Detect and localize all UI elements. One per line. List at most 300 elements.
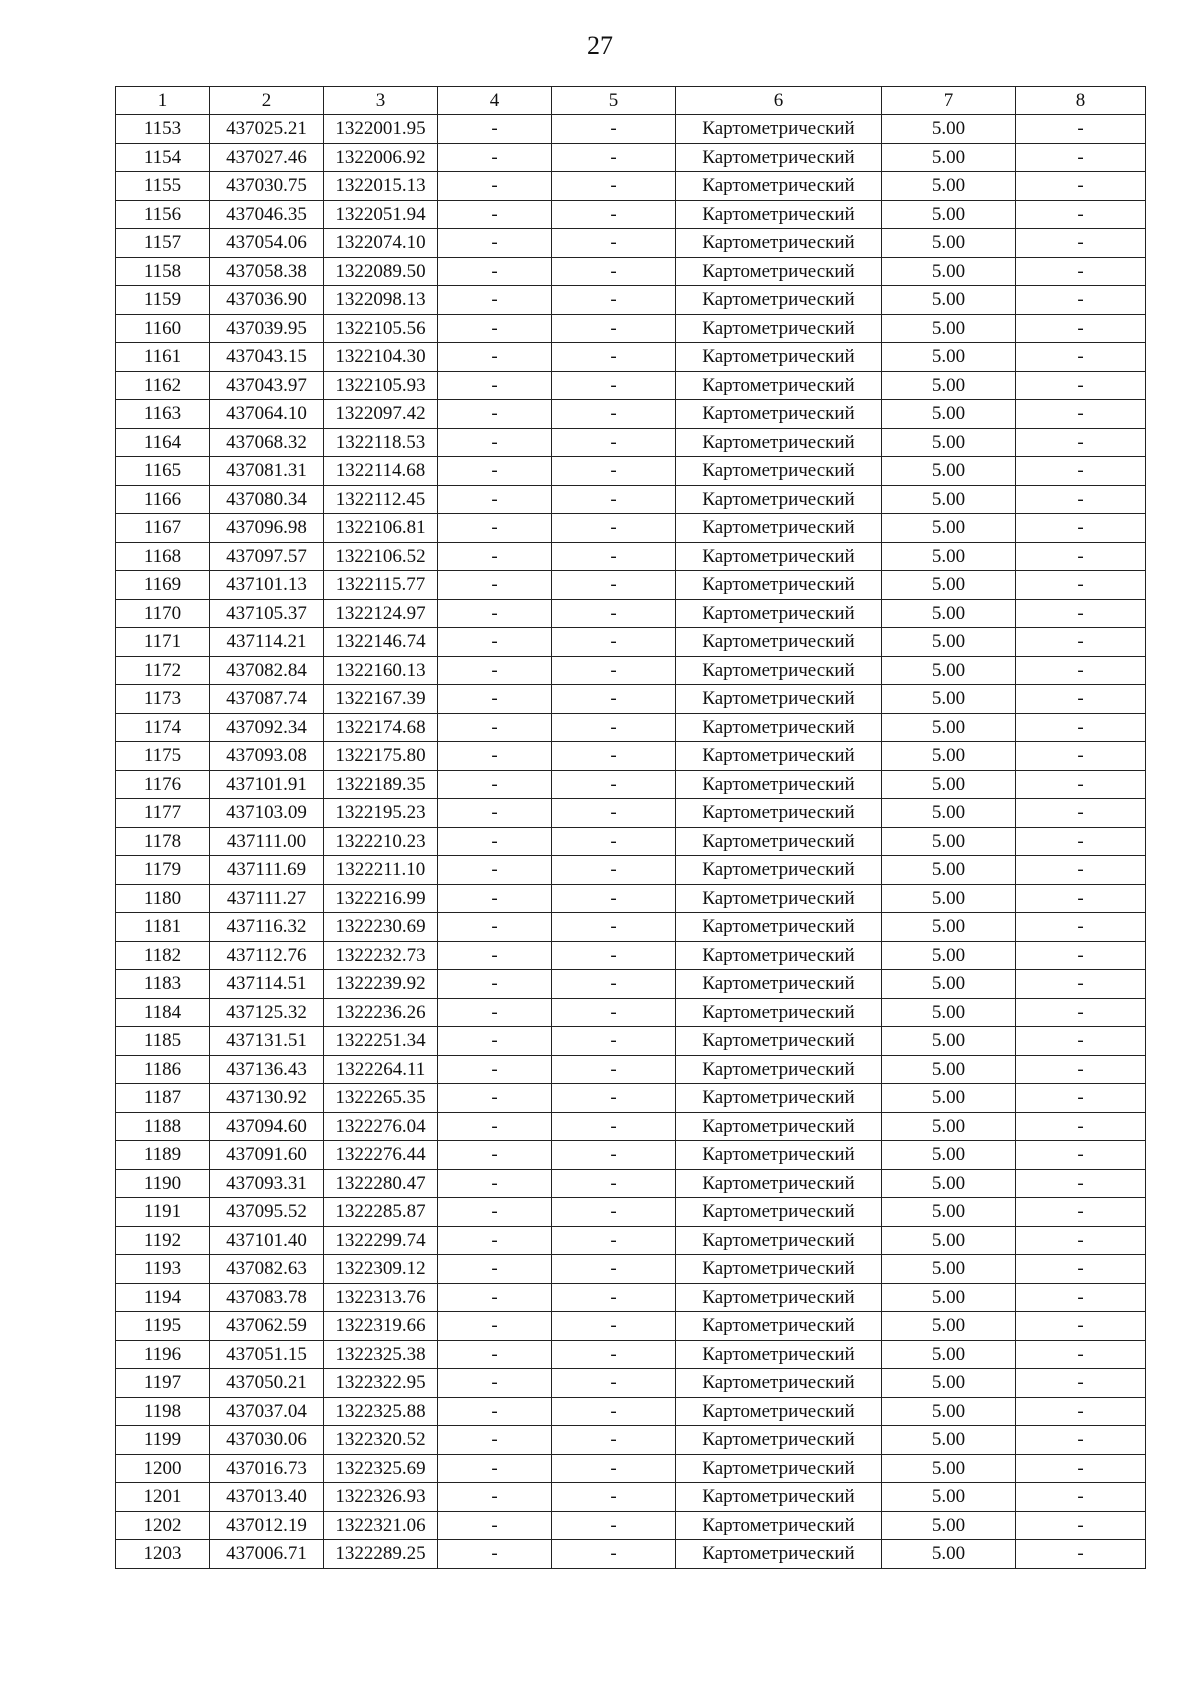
col-5-value-cell: - (552, 1027, 676, 1056)
col-5-value-cell: - (552, 970, 676, 999)
y-coordinate-cell: 1322105.93 (324, 371, 438, 400)
col-4-value-cell: - (438, 1226, 552, 1255)
col-8-value-cell: - (1016, 428, 1146, 457)
table-row (116, 286, 1146, 315)
column-header-1: 1 (116, 87, 210, 115)
y-coordinate-cell: 1322001.95 (324, 115, 438, 144)
point-number-cell: 1189 (116, 1141, 210, 1170)
method-cell: Картометрический (676, 1027, 882, 1056)
x-coordinate-cell: 437101.13 (210, 571, 324, 600)
x-coordinate-cell: 437016.73 (210, 1454, 324, 1483)
x-coordinate-cell: 437096.98 (210, 514, 324, 543)
point-number-cell: 1174 (116, 713, 210, 742)
col-4-value-cell: - (438, 1369, 552, 1398)
table-row (116, 1084, 1146, 1113)
accuracy-cell: 5.00 (882, 685, 1016, 714)
col-8-value-cell: - (1016, 970, 1146, 999)
col-5-value-cell: - (552, 286, 676, 315)
point-number-cell: 1181 (116, 913, 210, 942)
y-coordinate-cell: 1322251.34 (324, 1027, 438, 1056)
table-row (116, 713, 1146, 742)
table-row (116, 428, 1146, 457)
col-5-value-cell: - (552, 1055, 676, 1084)
col-5-value-cell: - (552, 998, 676, 1027)
accuracy-cell: 5.00 (882, 1084, 1016, 1113)
col-8-value-cell: - (1016, 1226, 1146, 1255)
y-coordinate-cell: 1322232.73 (324, 941, 438, 970)
accuracy-cell: 5.00 (882, 172, 1016, 201)
col-5-value-cell: - (552, 1226, 676, 1255)
method-cell: Картометрический (676, 1255, 882, 1284)
y-coordinate-cell: 1322114.68 (324, 457, 438, 486)
accuracy-cell: 5.00 (882, 1454, 1016, 1483)
col-8-value-cell: - (1016, 457, 1146, 486)
col-8-value-cell: - (1016, 314, 1146, 343)
col-5-value-cell: - (552, 143, 676, 172)
method-cell: Картометрический (676, 913, 882, 942)
x-coordinate-cell: 437093.31 (210, 1169, 324, 1198)
point-number-cell: 1170 (116, 599, 210, 628)
x-coordinate-cell: 437111.27 (210, 884, 324, 913)
y-coordinate-cell: 1322309.12 (324, 1255, 438, 1284)
col-5-value-cell: - (552, 599, 676, 628)
point-number-cell: 1200 (116, 1454, 210, 1483)
table-row (116, 913, 1146, 942)
point-number-cell: 1166 (116, 485, 210, 514)
y-coordinate-cell: 1322276.44 (324, 1141, 438, 1170)
col-8-value-cell: - (1016, 1141, 1146, 1170)
x-coordinate-cell: 437111.00 (210, 827, 324, 856)
col-8-value-cell: - (1016, 1055, 1146, 1084)
x-coordinate-cell: 437062.59 (210, 1312, 324, 1341)
point-number-cell: 1188 (116, 1112, 210, 1141)
col-4-value-cell: - (438, 1084, 552, 1113)
y-coordinate-cell: 1322174.68 (324, 713, 438, 742)
accuracy-cell: 5.00 (882, 1426, 1016, 1455)
col-4-value-cell: - (438, 571, 552, 600)
y-coordinate-cell: 1322195.23 (324, 799, 438, 828)
col-8-value-cell: - (1016, 1255, 1146, 1284)
point-number-cell: 1190 (116, 1169, 210, 1198)
accuracy-cell: 5.00 (882, 713, 1016, 742)
point-number-cell: 1154 (116, 143, 210, 172)
col-4-value-cell: - (438, 941, 552, 970)
y-coordinate-cell: 1322089.50 (324, 257, 438, 286)
method-cell: Картометрический (676, 1340, 882, 1369)
accuracy-cell: 5.00 (882, 257, 1016, 286)
method-cell: Картометрический (676, 400, 882, 429)
point-number-cell: 1199 (116, 1426, 210, 1455)
col-4-value-cell: - (438, 1426, 552, 1455)
table-row (116, 485, 1146, 514)
col-5-value-cell: - (552, 1511, 676, 1540)
x-coordinate-cell: 437064.10 (210, 400, 324, 429)
col-5-value-cell: - (552, 1283, 676, 1312)
x-coordinate-cell: 437037.04 (210, 1397, 324, 1426)
col-8-value-cell: - (1016, 713, 1146, 742)
col-8-value-cell: - (1016, 1426, 1146, 1455)
y-coordinate-cell: 1322210.23 (324, 827, 438, 856)
table-row (116, 1055, 1146, 1084)
method-cell: Картометрический (676, 172, 882, 201)
table-row (116, 941, 1146, 970)
accuracy-cell: 5.00 (882, 1112, 1016, 1141)
col-4-value-cell: - (438, 599, 552, 628)
col-8-value-cell: - (1016, 1283, 1146, 1312)
point-number-cell: 1187 (116, 1084, 210, 1113)
accuracy-cell: 5.00 (882, 343, 1016, 372)
y-coordinate-cell: 1322074.10 (324, 229, 438, 258)
point-number-cell: 1155 (116, 172, 210, 201)
method-cell: Картометрический (676, 1511, 882, 1540)
col-5-value-cell: - (552, 314, 676, 343)
y-coordinate-cell: 1322239.92 (324, 970, 438, 999)
x-coordinate-cell: 437094.60 (210, 1112, 324, 1141)
table-row (116, 1397, 1146, 1426)
x-coordinate-cell: 437083.78 (210, 1283, 324, 1312)
accuracy-cell: 5.00 (882, 1055, 1016, 1084)
col-4-value-cell: - (438, 1454, 552, 1483)
col-8-value-cell: - (1016, 571, 1146, 600)
point-number-cell: 1167 (116, 514, 210, 543)
method-cell: Картометрический (676, 1540, 882, 1569)
table-row (116, 457, 1146, 486)
accuracy-cell: 5.00 (882, 599, 1016, 628)
method-cell: Картометрический (676, 200, 882, 229)
col-4-value-cell: - (438, 685, 552, 714)
table-row (116, 229, 1146, 258)
y-coordinate-cell: 1322098.13 (324, 286, 438, 315)
col-4-value-cell: - (438, 371, 552, 400)
x-coordinate-cell: 437101.40 (210, 1226, 324, 1255)
accuracy-cell: 5.00 (882, 229, 1016, 258)
y-coordinate-cell: 1322189.35 (324, 770, 438, 799)
point-number-cell: 1180 (116, 884, 210, 913)
col-8-value-cell: - (1016, 1312, 1146, 1341)
col-4-value-cell: - (438, 542, 552, 571)
table-row (116, 1540, 1146, 1569)
column-header-7: 7 (882, 87, 1016, 115)
table-row (116, 656, 1146, 685)
accuracy-cell: 5.00 (882, 115, 1016, 144)
y-coordinate-cell: 1322320.52 (324, 1426, 438, 1455)
accuracy-cell: 5.00 (882, 1397, 1016, 1426)
table-row (116, 314, 1146, 343)
x-coordinate-cell: 437012.19 (210, 1511, 324, 1540)
col-5-value-cell: - (552, 628, 676, 657)
method-cell: Картометрический (676, 656, 882, 685)
accuracy-cell: 5.00 (882, 485, 1016, 514)
table-row (116, 1454, 1146, 1483)
x-coordinate-cell: 437013.40 (210, 1483, 324, 1512)
x-coordinate-cell: 437030.06 (210, 1426, 324, 1455)
x-coordinate-cell: 437101.91 (210, 770, 324, 799)
table-row (116, 1312, 1146, 1341)
col-5-value-cell: - (552, 1312, 676, 1341)
col-4-value-cell: - (438, 286, 552, 315)
point-number-cell: 1162 (116, 371, 210, 400)
col-8-value-cell: - (1016, 1084, 1146, 1113)
accuracy-cell: 5.00 (882, 856, 1016, 885)
x-coordinate-cell: 437112.76 (210, 941, 324, 970)
col-8-value-cell: - (1016, 913, 1146, 942)
x-coordinate-cell: 437081.31 (210, 457, 324, 486)
y-coordinate-cell: 1322106.52 (324, 542, 438, 571)
accuracy-cell: 5.00 (882, 1340, 1016, 1369)
table-row (116, 1340, 1146, 1369)
table-row (116, 998, 1146, 1027)
y-coordinate-cell: 1322289.25 (324, 1540, 438, 1569)
point-number-cell: 1196 (116, 1340, 210, 1369)
col-4-value-cell: - (438, 514, 552, 543)
x-coordinate-cell: 437036.90 (210, 286, 324, 315)
x-coordinate-cell: 437116.32 (210, 913, 324, 942)
y-coordinate-cell: 1322325.88 (324, 1397, 438, 1426)
point-number-cell: 1168 (116, 542, 210, 571)
col-8-value-cell: - (1016, 286, 1146, 315)
y-coordinate-cell: 1322322.95 (324, 1369, 438, 1398)
accuracy-cell: 5.00 (882, 400, 1016, 429)
col-8-value-cell: - (1016, 1340, 1146, 1369)
accuracy-cell: 5.00 (882, 628, 1016, 657)
table-row (116, 257, 1146, 286)
accuracy-cell: 5.00 (882, 514, 1016, 543)
col-4-value-cell: - (438, 1255, 552, 1284)
column-header-8: 8 (1016, 87, 1146, 115)
y-coordinate-cell: 1322211.10 (324, 856, 438, 885)
col-4-value-cell: - (438, 770, 552, 799)
point-number-cell: 1192 (116, 1226, 210, 1255)
accuracy-cell: 5.00 (882, 314, 1016, 343)
col-5-value-cell: - (552, 400, 676, 429)
col-4-value-cell: - (438, 656, 552, 685)
x-coordinate-cell: 437136.43 (210, 1055, 324, 1084)
accuracy-cell: 5.00 (882, 770, 1016, 799)
col-5-value-cell: - (552, 1540, 676, 1569)
table-row (116, 1283, 1146, 1312)
x-coordinate-cell: 437093.08 (210, 742, 324, 771)
table-row (116, 1426, 1146, 1455)
method-cell: Картометрический (676, 941, 882, 970)
col-8-value-cell: - (1016, 742, 1146, 771)
col-4-value-cell: - (438, 1027, 552, 1056)
point-number-cell: 1202 (116, 1511, 210, 1540)
point-number-cell: 1156 (116, 200, 210, 229)
col-8-value-cell: - (1016, 514, 1146, 543)
col-4-value-cell: - (438, 1169, 552, 1198)
y-coordinate-cell: 1322325.38 (324, 1340, 438, 1369)
column-header-5: 5 (552, 87, 676, 115)
accuracy-cell: 5.00 (882, 913, 1016, 942)
col-4-value-cell: - (438, 827, 552, 856)
method-cell: Картометрический (676, 628, 882, 657)
col-4-value-cell: - (438, 1055, 552, 1084)
method-cell: Картометрический (676, 1426, 882, 1455)
point-number-cell: 1203 (116, 1540, 210, 1569)
col-5-value-cell: - (552, 1397, 676, 1426)
col-5-value-cell: - (552, 343, 676, 372)
x-coordinate-cell: 437027.46 (210, 143, 324, 172)
point-number-cell: 1194 (116, 1283, 210, 1312)
accuracy-cell: 5.00 (882, 1312, 1016, 1341)
accuracy-cell: 5.00 (882, 1369, 1016, 1398)
method-cell: Картометрический (676, 1483, 882, 1512)
x-coordinate-cell: 437095.52 (210, 1198, 324, 1227)
table-row (116, 884, 1146, 913)
col-8-value-cell: - (1016, 1369, 1146, 1398)
col-8-value-cell: - (1016, 1397, 1146, 1426)
method-cell: Картометрический (676, 770, 882, 799)
column-header-4: 4 (438, 87, 552, 115)
accuracy-cell: 5.00 (882, 542, 1016, 571)
y-coordinate-cell: 1322112.45 (324, 485, 438, 514)
method-cell: Картометрический (676, 1369, 882, 1398)
x-coordinate-cell: 437054.06 (210, 229, 324, 258)
point-number-cell: 1164 (116, 428, 210, 457)
point-number-cell: 1175 (116, 742, 210, 771)
y-coordinate-cell: 1322175.80 (324, 742, 438, 771)
col-5-value-cell: - (552, 1454, 676, 1483)
col-5-value-cell: - (552, 742, 676, 771)
y-coordinate-cell: 1322106.81 (324, 514, 438, 543)
table-header-row (116, 87, 1146, 115)
accuracy-cell: 5.00 (882, 1027, 1016, 1056)
x-coordinate-cell: 437105.37 (210, 599, 324, 628)
method-cell: Картометрический (676, 257, 882, 286)
table-row (116, 343, 1146, 372)
point-number-cell: 1163 (116, 400, 210, 429)
method-cell: Картометрический (676, 599, 882, 628)
y-coordinate-cell: 1322321.06 (324, 1511, 438, 1540)
y-coordinate-cell: 1322118.53 (324, 428, 438, 457)
point-number-cell: 1177 (116, 799, 210, 828)
col-5-value-cell: - (552, 1169, 676, 1198)
accuracy-cell: 5.00 (882, 1540, 1016, 1569)
col-5-value-cell: - (552, 542, 676, 571)
col-8-value-cell: - (1016, 628, 1146, 657)
col-5-value-cell: - (552, 941, 676, 970)
method-cell: Картометрический (676, 856, 882, 885)
point-number-cell: 1165 (116, 457, 210, 486)
col-5-value-cell: - (552, 1340, 676, 1369)
col-5-value-cell: - (552, 913, 676, 942)
accuracy-cell: 5.00 (882, 827, 1016, 856)
accuracy-cell: 5.00 (882, 656, 1016, 685)
point-number-cell: 1176 (116, 770, 210, 799)
col-4-value-cell: - (438, 1397, 552, 1426)
accuracy-cell: 5.00 (882, 1198, 1016, 1227)
col-8-value-cell: - (1016, 143, 1146, 172)
accuracy-cell: 5.00 (882, 1169, 1016, 1198)
col-8-value-cell: - (1016, 343, 1146, 372)
y-coordinate-cell: 1322264.11 (324, 1055, 438, 1084)
col-8-value-cell: - (1016, 599, 1146, 628)
x-coordinate-cell: 437114.21 (210, 628, 324, 657)
method-cell: Картометрический (676, 1112, 882, 1141)
point-number-cell: 1201 (116, 1483, 210, 1512)
col-8-value-cell: - (1016, 799, 1146, 828)
x-coordinate-cell: 437111.69 (210, 856, 324, 885)
method-cell: Картометрический (676, 1084, 882, 1113)
col-5-value-cell: - (552, 1141, 676, 1170)
accuracy-cell: 5.00 (882, 428, 1016, 457)
table-row (116, 514, 1146, 543)
x-coordinate-cell: 437125.32 (210, 998, 324, 1027)
col-4-value-cell: - (438, 314, 552, 343)
method-cell: Картометрический (676, 428, 882, 457)
col-5-value-cell: - (552, 770, 676, 799)
accuracy-cell: 5.00 (882, 1511, 1016, 1540)
method-cell: Картометрический (676, 685, 882, 714)
col-8-value-cell: - (1016, 656, 1146, 685)
accuracy-cell: 5.00 (882, 742, 1016, 771)
method-cell: Картометрический (676, 571, 882, 600)
y-coordinate-cell: 1322146.74 (324, 628, 438, 657)
col-4-value-cell: - (438, 1511, 552, 1540)
x-coordinate-cell: 437051.15 (210, 1340, 324, 1369)
point-number-cell: 1171 (116, 628, 210, 657)
accuracy-cell: 5.00 (882, 457, 1016, 486)
accuracy-cell: 5.00 (882, 143, 1016, 172)
y-coordinate-cell: 1322006.92 (324, 143, 438, 172)
x-coordinate-cell: 437092.34 (210, 713, 324, 742)
col-5-value-cell: - (552, 229, 676, 258)
x-coordinate-cell: 437131.51 (210, 1027, 324, 1056)
col-5-value-cell: - (552, 1369, 676, 1398)
col-5-value-cell: - (552, 115, 676, 144)
y-coordinate-cell: 1322326.93 (324, 1483, 438, 1512)
col-5-value-cell: - (552, 371, 676, 400)
accuracy-cell: 5.00 (882, 941, 1016, 970)
x-coordinate-cell: 437039.95 (210, 314, 324, 343)
x-coordinate-cell: 437046.35 (210, 200, 324, 229)
x-coordinate-cell: 437068.32 (210, 428, 324, 457)
y-coordinate-cell: 1322299.74 (324, 1226, 438, 1255)
col-4-value-cell: - (438, 115, 552, 144)
point-number-cell: 1197 (116, 1369, 210, 1398)
col-5-value-cell: - (552, 1426, 676, 1455)
method-cell: Картометрический (676, 1169, 882, 1198)
table-row (116, 1198, 1146, 1227)
col-4-value-cell: - (438, 742, 552, 771)
col-8-value-cell: - (1016, 856, 1146, 885)
col-5-value-cell: - (552, 257, 676, 286)
col-8-value-cell: - (1016, 485, 1146, 514)
col-5-value-cell: - (552, 172, 676, 201)
accuracy-cell: 5.00 (882, 1226, 1016, 1255)
col-5-value-cell: - (552, 685, 676, 714)
col-4-value-cell: - (438, 172, 552, 201)
accuracy-cell: 5.00 (882, 286, 1016, 315)
coordinates-table (115, 86, 1146, 1569)
accuracy-cell: 5.00 (882, 1141, 1016, 1170)
x-coordinate-cell: 437087.74 (210, 685, 324, 714)
col-5-value-cell: - (552, 428, 676, 457)
x-coordinate-cell: 437080.34 (210, 485, 324, 514)
table-row (116, 172, 1146, 201)
accuracy-cell: 5.00 (882, 1255, 1016, 1284)
accuracy-cell: 5.00 (882, 1283, 1016, 1312)
col-8-value-cell: - (1016, 1483, 1146, 1512)
col-5-value-cell: - (552, 1483, 676, 1512)
point-number-cell: 1183 (116, 970, 210, 999)
page-number: 27 (587, 31, 613, 60)
col-8-value-cell: - (1016, 371, 1146, 400)
method-cell: Картометрический (676, 229, 882, 258)
point-number-cell: 1161 (116, 343, 210, 372)
table-row (116, 571, 1146, 600)
y-coordinate-cell: 1322124.97 (324, 599, 438, 628)
